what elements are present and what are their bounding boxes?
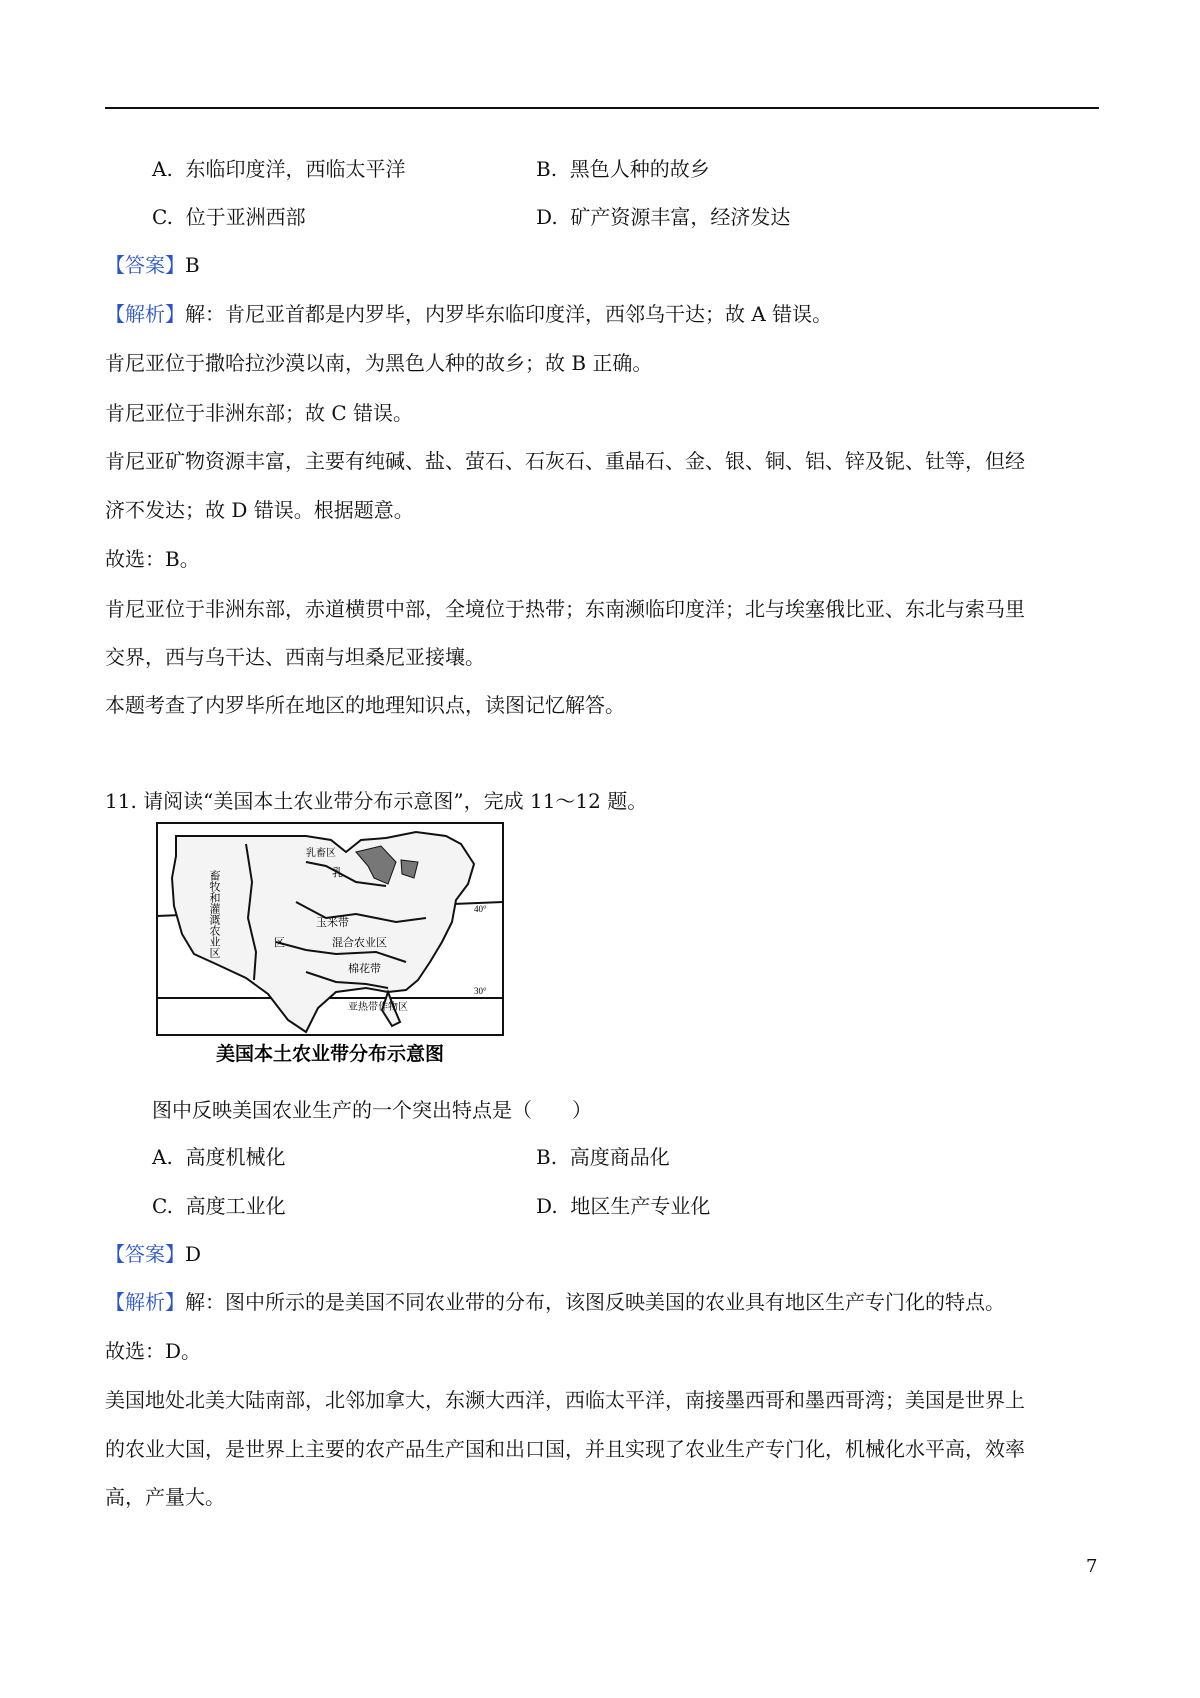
option-text: 矿产资源丰富，经济发达: [570, 205, 791, 229]
analysis-text: 解：肯尼亚首都是内罗毕，内罗毕东临印度洋，西邻乌干达；故 A 错误。: [185, 302, 833, 326]
option-text: 高度商品化: [569, 1145, 670, 1169]
option-text: 黑色人种的故乡: [569, 157, 710, 181]
option-letter: D.: [536, 1194, 558, 1218]
option-letter: B.: [536, 157, 558, 181]
label-mixed: 混合农业区: [332, 937, 387, 949]
label-corn: 玉米带: [316, 917, 349, 929]
q10-answer: [105, 252, 200, 278]
q11-analysis-first: [105, 1289, 1005, 1315]
q11-analysis-line: 美国地处北美大陆南部，北邻加拿大，东濒大西洋，西临太平洋，南接墨西哥和墨西哥湾；美国是世界上: [105, 1388, 1025, 1412]
analysis-text: 解：图中所示的是美国不同农业带的分布，该图反映美国的农业具有地区生产专门化的特点。: [185, 1290, 1005, 1314]
us-agriculture-map: [156, 822, 504, 1066]
q10-analysis-line: 济不发达；故 D 错误。根据题意。: [105, 498, 414, 522]
q10-analysis-line: 肯尼亚位于非洲东部；故 C 错误。: [105, 401, 414, 425]
page-number: 7: [1086, 1556, 1098, 1577]
answer-value: B: [185, 253, 200, 277]
q11-intro: 11. 请阅读“美国本土农业带分布示意图”，完成 11～12 题。: [105, 789, 648, 813]
q10-option-c: [152, 204, 306, 230]
q10-analysis-line: 故选：B。: [105, 547, 200, 571]
header-rule: [105, 107, 1099, 109]
q10-option-b: [536, 156, 710, 182]
q10-analysis-line: 本题考查了内罗毕所在地区的地理知识点，读图记忆解答。: [105, 693, 625, 717]
q11-answer: [105, 1241, 201, 1267]
q11-option-a: [152, 1144, 286, 1170]
label-dairy-small: 乳畜区: [306, 848, 336, 859]
option-text: 东临印度洋，西临太平洋: [185, 157, 406, 181]
option-letter: A.: [152, 1145, 173, 1169]
q10-option-a: [152, 156, 406, 182]
answer-tag: 【答案】: [105, 253, 185, 277]
label-lat40: 40°: [474, 904, 487, 914]
option-text: 位于亚洲西部: [185, 205, 306, 229]
figure-caption: 美国本土农业带分布示意图: [215, 1044, 445, 1065]
label-dairy: 乳: [332, 867, 343, 879]
option-text: 地区生产专业化: [570, 1194, 711, 1218]
analysis-tag: 【解析】: [105, 1290, 185, 1314]
answer-value: D: [185, 1242, 202, 1266]
q10-option-d: [536, 204, 790, 230]
q10-analysis-line: 肯尼亚矿物资源丰富，主要有纯碱、盐、萤石、石灰石、重晶石、金、银、铜、铝、锌及铌、钍等，但经: [105, 449, 1025, 473]
q10-analysis-line: 肯尼亚位于非洲东部，赤道横贯中部，全境位于热带；东南濒临印度洋；北与埃塞俄比亚、东北与索马里: [105, 597, 1025, 621]
q11-option-d: [536, 1193, 710, 1219]
option-letter: D.: [536, 205, 558, 229]
q11-question: 图中反映美国农业生产的一个突出特点是（ ）: [152, 1098, 592, 1122]
option-letter: C.: [152, 205, 173, 229]
q10-analysis-first: [105, 301, 832, 327]
q11-option-c: [152, 1193, 286, 1219]
option-text: 高度工业化: [185, 1194, 286, 1218]
label-lat30: 30°: [474, 986, 487, 996]
q10-analysis-line: 肯尼亚位于撒哈拉沙漠以南，为黑色人种的故乡；故 B 正确。: [105, 351, 653, 375]
answer-tag: 【答案】: [105, 1242, 185, 1266]
label-grazing: 畜牧和灌溉农业区: [208, 870, 220, 958]
option-text: 高度机械化: [185, 1145, 286, 1169]
label-subtropical: 亚热带作物区: [348, 1002, 408, 1013]
q11-analysis-line: 的农业大国，是世界上主要的农产品生产国和出口国，并且实现了农业生产专门化，机械化水平高，效率: [105, 1437, 1025, 1461]
q10-analysis-line: 交界，西与乌干达、西南与坦桑尼亚接壤。: [105, 645, 485, 669]
label-zone: 区: [274, 937, 285, 949]
option-letter: B.: [536, 1145, 558, 1169]
q11-option-b: [536, 1144, 670, 1170]
option-letter: A.: [152, 157, 173, 181]
option-letter: C.: [152, 1194, 173, 1218]
q11-analysis-line: 故选：D。: [105, 1339, 202, 1363]
analysis-tag: 【解析】: [105, 302, 185, 326]
q11-analysis-line: 高，产量大。: [105, 1485, 225, 1509]
label-cotton: 棉花带: [348, 963, 381, 975]
